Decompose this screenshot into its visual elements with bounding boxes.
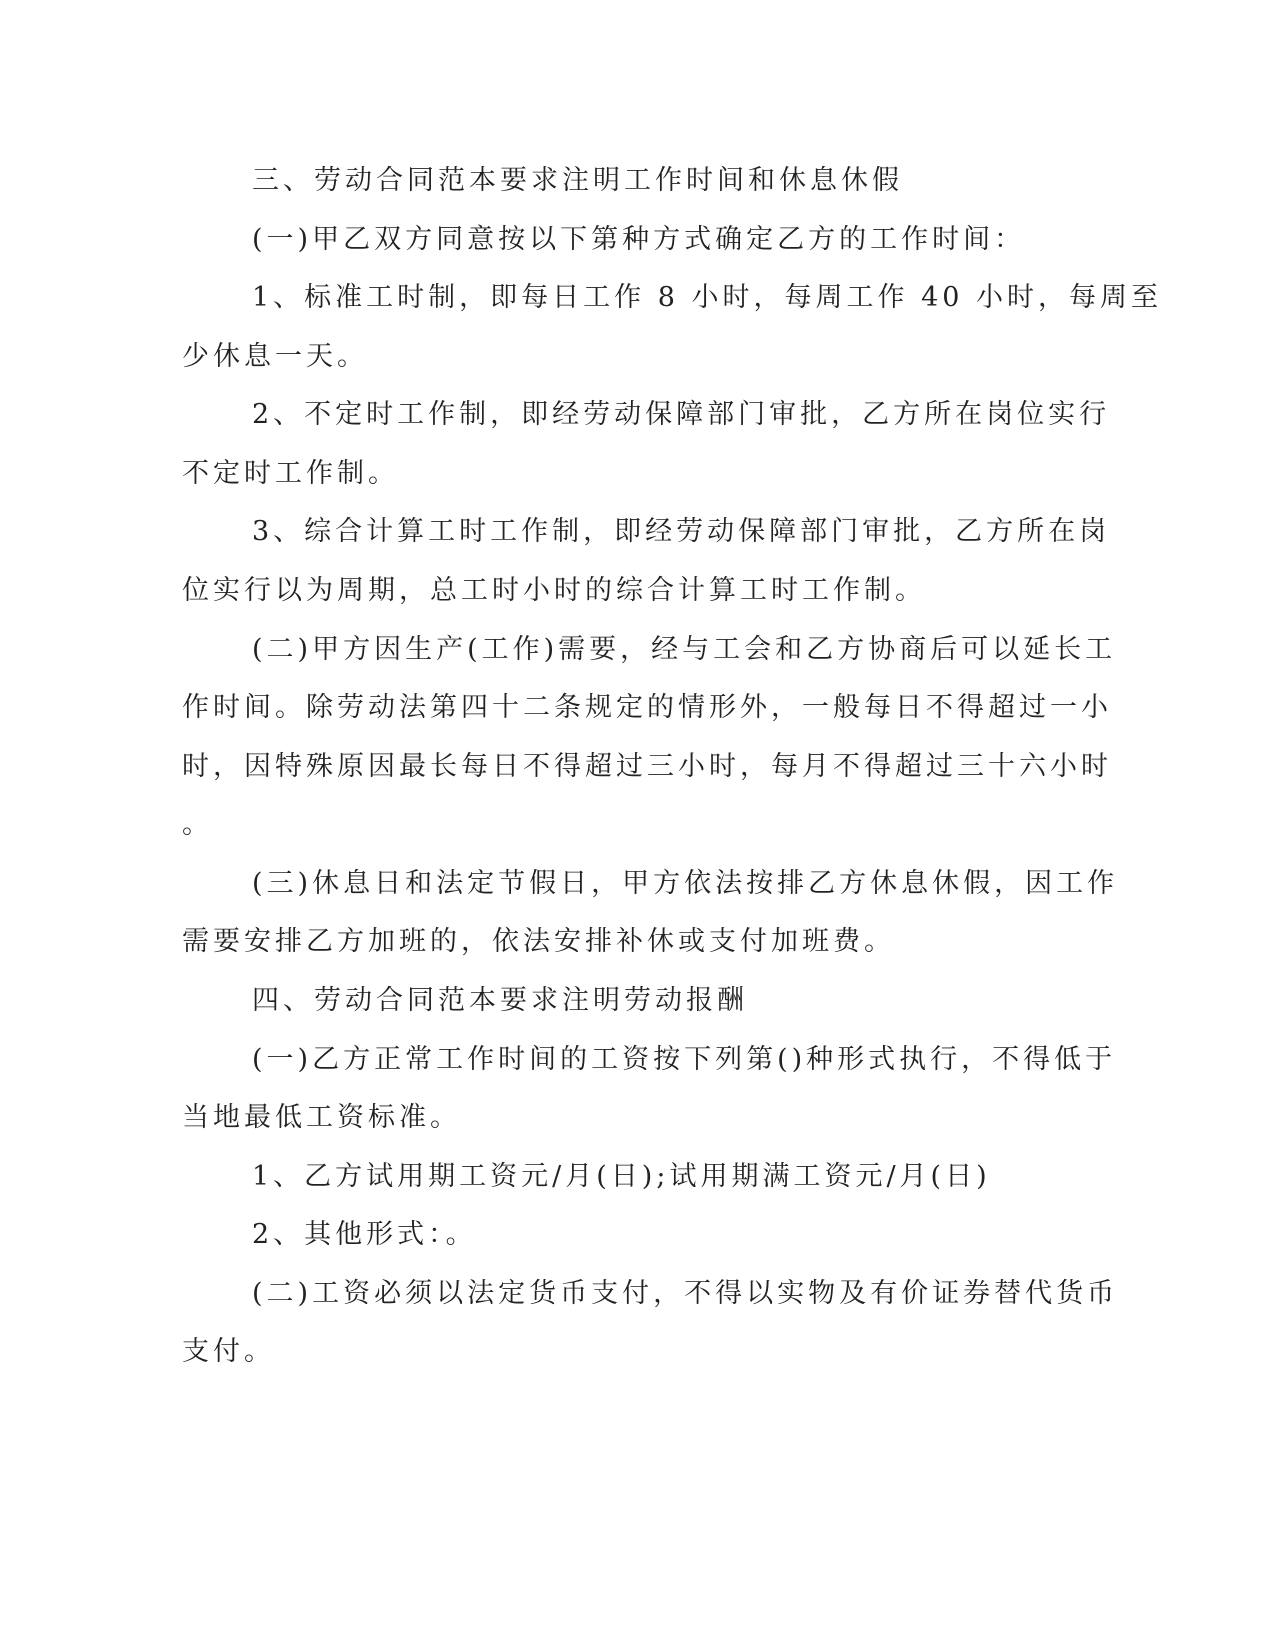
paragraph-line: 2、不定时工作制，即经劳动保障部门审批，乙方所在岗位实行 bbox=[252, 399, 1111, 430]
paragraph-line: (一)甲乙双方同意按以下第种方式确定乙方的工作时间： bbox=[252, 224, 1026, 255]
paragraph-line: (三)休息日和法定节假日，甲方依法按排乙方休息休假，因工作 bbox=[252, 868, 1119, 899]
paragraph-line: 1、标准工时制，即每日工作 8 小时，每周工作 40 小时，每周至 bbox=[252, 282, 1163, 313]
paragraph-line: (二)甲方因生产(工作)需要，经与工会和乙方协商后可以延长工 bbox=[252, 634, 1117, 665]
paragraph-line: 位实行以为周期，总工时小时的综合计算工时工作制。 bbox=[182, 575, 926, 606]
section-heading-three: 三、劳动合同范本要求注明工作时间和休息休假 bbox=[252, 165, 903, 196]
paragraph-line: 1、乙方试用期工资元/月(日);试用期满工资元/月(日) bbox=[252, 1161, 991, 1192]
paragraph-line: (一)乙方正常工作时间的工资按下列第()种形式执行，不得低于 bbox=[252, 1044, 1117, 1075]
paragraph-line: 3、综合计算工时工作制，即经劳动保障部门审批，乙方所在岗 bbox=[252, 516, 1111, 547]
section-heading-four: 四、劳动合同范本要求注明劳动报酬 bbox=[252, 985, 748, 1016]
paragraph-line: 时，因特殊原因最长每日不得超过三小时，每月不得超过三十六小时 bbox=[182, 751, 1112, 782]
paragraph-line: 2、其他形式：。 bbox=[252, 1219, 477, 1250]
paragraph-line: 需要安排乙方加班的，依法安排补休或支付加班费。 bbox=[182, 926, 895, 957]
paragraph-line: 少休息一天。 bbox=[182, 341, 368, 372]
paragraph-line: (二)工资必须以法定货币支付，不得以实物及有价证券替代货币 bbox=[252, 1278, 1119, 1309]
paragraph-line: 不定时工作制。 bbox=[182, 458, 399, 489]
paragraph-line: 。 bbox=[182, 809, 213, 840]
paragraph-line: 当地最低工资标准。 bbox=[182, 1102, 461, 1133]
paragraph-line: 支付。 bbox=[182, 1336, 275, 1367]
paragraph-line: 作时间。除劳动法第四十二条规定的情形外，一般每日不得超过一小 bbox=[182, 692, 1112, 723]
